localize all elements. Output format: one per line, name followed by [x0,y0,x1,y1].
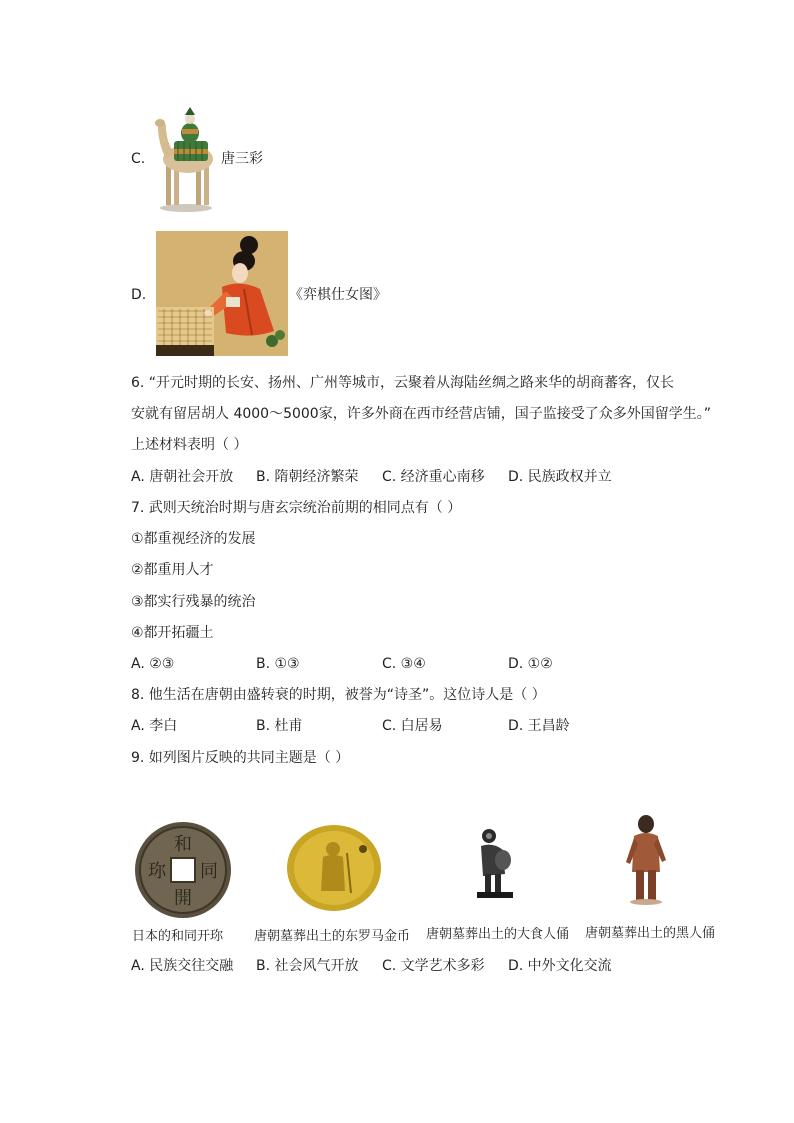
q8-option-d[interactable]: D. 王昌龄 [508,718,570,734]
q9-option-d[interactable]: D. 中外文化交流 [508,958,612,974]
q6-option-c[interactable]: C. 经济重心南移 [382,469,485,485]
q7-stem: 7. 武则天统治时期与唐玄宗统治前期的相同点有（ ） [131,500,462,516]
option-d-label: 《弈棋仕女图》 [289,287,387,303]
q7-item-3: ③都实行残暴的统治 [131,594,256,610]
figurine-icon [473,826,517,900]
coin-char-top: 和 [174,834,192,855]
q9-option-b[interactable]: B. 社会风气开放 [256,958,359,974]
q6-line-3: 上述材料表明（ ） [131,437,248,453]
arab-figurine-image [473,826,517,900]
q6-option-a[interactable]: A. 唐朝社会开放 [131,469,234,485]
painting-icon [156,231,288,356]
q6-option-d[interactable]: D. 民族政权并立 [508,469,612,485]
option-c-label: 唐三彩 [221,151,263,167]
q7-option-b[interactable]: B. ①③ [256,656,300,672]
coin-char-left: 珎 [148,861,166,882]
q8-option-a[interactable]: A. 李白 [131,718,178,734]
gold-coin-icon [285,823,383,913]
q6-line-2: 安就有留居胡人 4000～5000家，许多外商在西市经营店铺，国子监接受了众多外国留学生。” [131,406,711,422]
option-d-letter: D. [131,287,147,303]
q7-item-1: ①都重视经济的发展 [131,531,256,547]
coin-icon [133,820,233,920]
q7-option-c[interactable]: C. ③④ [382,656,426,672]
q7-item-4: ④都开拓疆土 [131,625,214,641]
figurine-icon [620,812,672,906]
q7-item-2: ②都重用人才 [131,562,214,578]
coin-char-right: 同 [200,861,218,882]
q9-caption-1: 日本的和同开珎 [132,929,224,944]
coin-char-bottom: 開 [174,888,192,909]
option-c-letter: C. [131,151,146,167]
q7-option-d[interactable]: D. ①② [508,656,553,672]
lady-playing-go-painting [156,231,288,356]
q9-stem: 9. 如列图片反映的共同主题是（ ） [131,750,350,766]
byzantine-gold-coin-image [285,823,383,913]
tang-sancai-camel-image [152,103,220,213]
q9-option-c[interactable]: C. 文学艺术多彩 [382,958,485,974]
q7-option-a[interactable]: A. ②③ [131,656,175,672]
q6-option-b[interactable]: B. 隋朝经济繁荣 [256,469,359,485]
q6-line-1: 6. “开元时期的长安、扬州、广州等城市，云聚着从海陆丝绸之路来华的胡商蕃客，仅长 [131,375,675,391]
camel-icon [152,103,220,213]
q8-option-b[interactable]: B. 杜甫 [256,718,303,734]
q9-caption-3: 唐朝墓葬出土的大食人俑 [426,927,570,942]
q9-caption-4: 唐朝墓葬出土的黑人俑 [585,926,716,941]
african-figurine-image [620,812,672,906]
q9-caption-2: 唐朝墓葬出土的东罗马金币 [254,929,411,944]
q9-option-a[interactable]: A. 民族交往交融 [131,958,234,974]
q8-option-c[interactable]: C. 白居易 [382,718,443,734]
wado-kaichin-coin-image [133,820,233,920]
q8-stem: 8. 他生活在唐朝由盛转衰的时期，被誉为“诗圣”。这位诗人是（ ） [131,687,546,703]
